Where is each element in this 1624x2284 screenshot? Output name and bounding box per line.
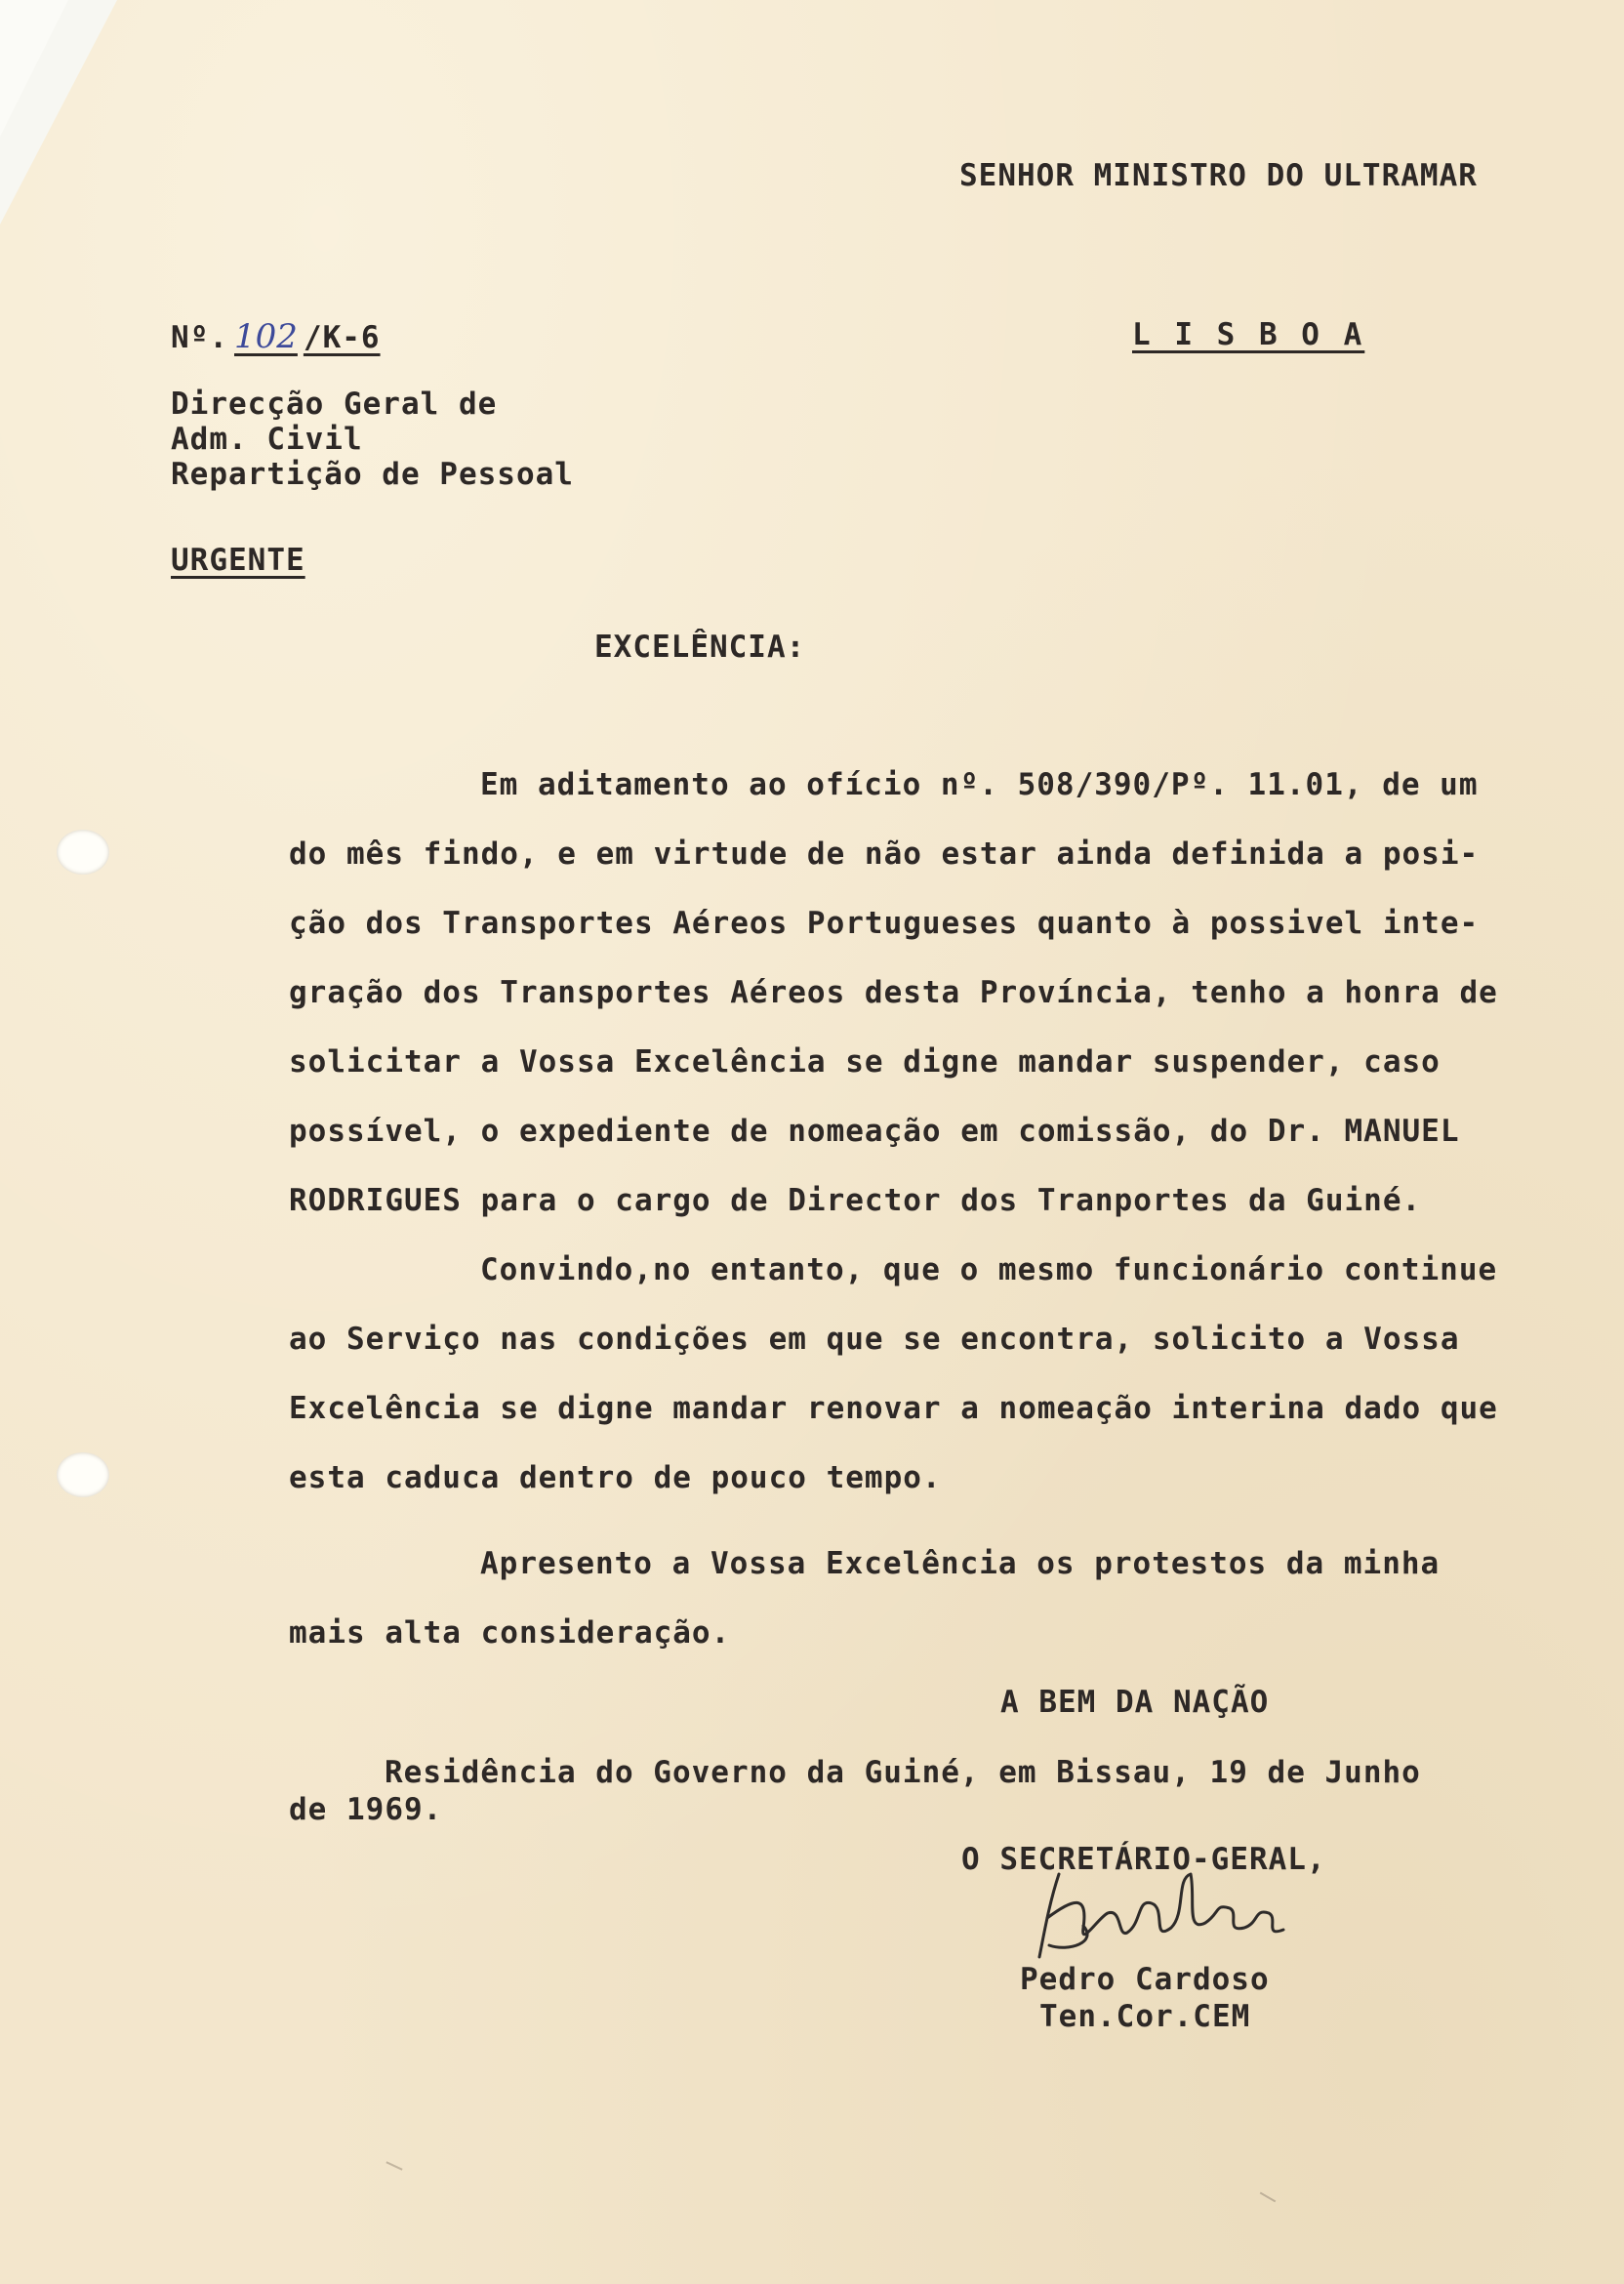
body-line-12: Apresento a Vossa Excelência os protestos da minha	[480, 1546, 1441, 1581]
reference-number	[171, 317, 381, 356]
date-line-1: Residência do Governo da Guiné, em Bissau, 19 de Junho	[385, 1755, 1421, 1790]
addressee: SENHOR MINISTRO DO ULTRAMAR	[959, 158, 1478, 193]
body-line-3: ção dos Transportes Aéreos Portugueses quanto à possivel inte-	[289, 906, 1480, 941]
signatory-title: O SECRETÁRIO-GERAL,	[961, 1842, 1326, 1877]
body-line-1: Em aditamento ao ofício nº. 508/390/Pº. 11.01, de um	[480, 767, 1479, 802]
sender-department-line-1: Direcção Geral de	[171, 387, 498, 422]
body-line-9: ao Serviço nas condições em que se encontra, solicito a Vossa	[289, 1322, 1460, 1357]
body-line-5: solicitar a Vossa Excelência se digne mandar suspender, caso	[289, 1044, 1441, 1080]
signatory-name: Pedro Cardoso	[1020, 1962, 1270, 1997]
sender-department-line-2: Adm. Civil	[171, 422, 363, 457]
date-line-2: de 1969.	[289, 1792, 443, 1827]
paper-speck	[386, 2161, 402, 2170]
sender-department-line-3: Repartição de Pessoal	[171, 457, 574, 492]
body-line-13: mais alta consideração.	[289, 1615, 731, 1651]
punch-hole-bottom	[57, 1452, 109, 1497]
reference-suffix: /K-6	[303, 320, 381, 355]
paper-speck	[1260, 2192, 1277, 2203]
reference-value	[228, 317, 381, 356]
body-line-6: possível, o expediente de nomeação em comissão, do Dr. MANUEL	[289, 1114, 1460, 1149]
body-line-11: esta caduca dentro de pouco tempo.	[289, 1460, 942, 1495]
body-line-10: Excelência se digne mandar renovar a nomeação interina dado que	[289, 1391, 1498, 1426]
body-line-4: gração dos Transportes Aéreos desta Província, tenho a honra de	[289, 975, 1498, 1010]
body-line-8: Convindo,no entanto, que o mesmo funcionário continue	[480, 1252, 1498, 1287]
reference-prefix: Nº.	[171, 320, 228, 355]
body-line-2: do mês findo, e em virtude de não estar ainda definida a posi-	[289, 836, 1480, 872]
folded-corner-highlight	[0, 0, 68, 137]
punch-hole-top	[57, 830, 109, 875]
closing-motto: A BEM DA NAÇÃO	[1000, 1685, 1270, 1720]
priority-label: URGENTE	[171, 543, 305, 578]
handwritten-signature	[1030, 1859, 1313, 1967]
body-line-7: RODRIGUES para o cargo de Director dos Tranportes da Guiné.	[289, 1183, 1422, 1218]
signatory-rank: Ten.Cor.CEM	[1039, 1999, 1251, 2034]
salutation: EXCELÊNCIA:	[594, 630, 806, 665]
handwritten-number: 102	[234, 317, 298, 356]
city: L I S B O A	[1132, 317, 1365, 352]
